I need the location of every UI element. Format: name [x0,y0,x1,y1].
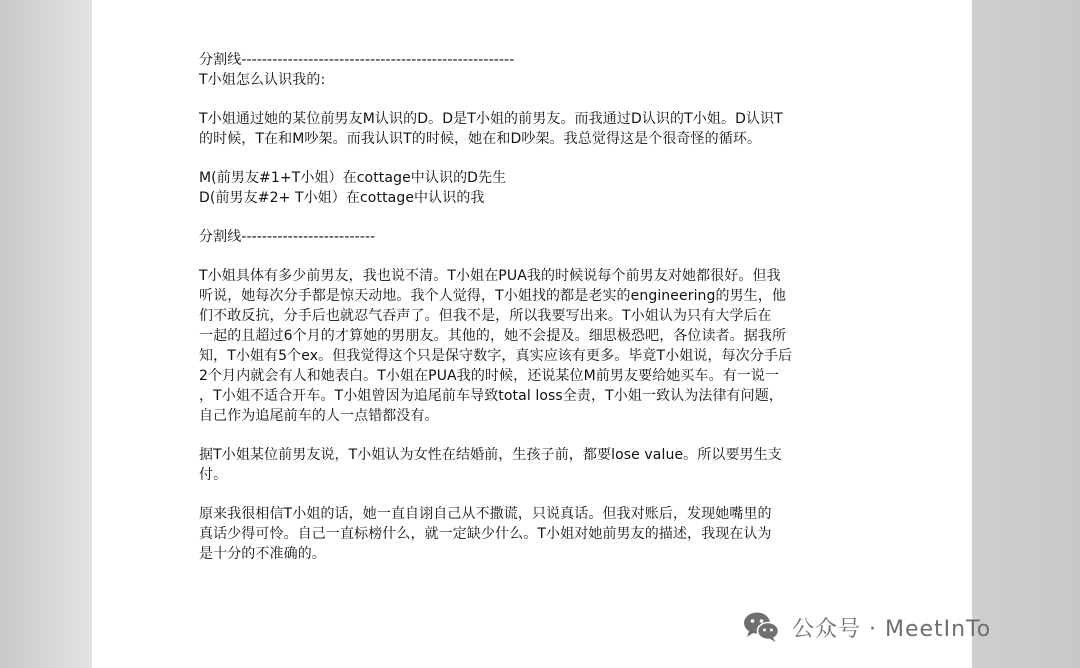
paragraph-line: 的时候，T在和M吵架。而我认识T的时候，她在和D吵架。我总觉得这是个很奇怪的循环。 [199,131,762,147]
background-right-edge [972,0,1080,668]
paragraph-line: M(前男友#1+T小姐）在cottage中认识的D先生 [199,170,507,186]
watermark-text: 公众号 · MeetInTo [792,616,992,642]
paragraph-line: 听说，她每次分手都是惊天动地。我个人觉得，T小姐找的都是老实的engineering的男生，他 [199,288,787,304]
paragraph-1 [199,109,867,149]
paragraph-line: ，T小姐不适合开车。T小姐曾因为追尾前车导致total loss全责，T小姐一致认为法律有问题， [199,388,783,404]
background-left-edge [0,0,92,668]
paragraph-2 [199,168,867,208]
paragraph-3 [199,266,867,426]
paragraph-line: 真话少得可怜。自己一直标榜什么，就一定缺少什么。T小姐对她前男友的描述，我现在认为 [199,526,772,542]
section-divider-2: 分割线-------------------------- [199,229,376,245]
wechat-icon [742,610,780,644]
paragraph-line: T小姐具体有多少前男友，我也说不清。T小姐在PUA我的时候说每个前男友对她都很好。但我 [199,268,781,284]
paragraph-line: 2个月内就会有人和她表白。T小姐在PUA我的时候，还说某位M前男友要给她买车。有一说一 [199,368,780,384]
paragraph-line: 是十分的不准确的。 [199,546,326,562]
section-heading: T小姐怎么认识我的: [199,72,326,88]
paragraph-line: 知，T小姐有5个ex。但我觉得这个只是保守数字，真实应该有更多。毕竟T小姐说，每次分手后 [199,348,793,364]
paragraph-5 [199,504,867,564]
paragraph-line: 付。 [199,467,228,483]
paragraph-4 [199,445,867,485]
paragraph-line: 据T小姐某位前男友说，T小姐认为女性在结婚前，生孩子前，都要lose value。所以要男生支 [199,447,782,463]
paragraph-line: T小姐通过她的某位前男友M认识的D。D是T小姐的前男友。而我通过D认识的T小姐。D认识T [199,111,783,127]
paragraph-line: 们不敢反抗，分手后也就忍气吞声了。但我不是，所以我要写出来。T小姐认为只有大学后在 [199,308,772,324]
watermark [742,607,991,647]
paragraph-line: 自己作为追尾前车的人一点错都没有。 [199,408,439,424]
document-page [92,0,972,668]
paragraph-line: 一起的且超过6个月的才算她的男朋友。其他的，她不会提及。细思极恐吧，各位读者。据我所 [199,328,787,344]
paragraph-line: 原来我很相信T小姐的话，她一直自诩自己从不撒谎，只说真话。但我对账后，发现她嘴里的 [199,506,772,522]
section-divider-1: 分割线----------------------------------------------------- [199,52,515,68]
document-body [199,50,867,564]
paragraph-line: D(前男友#2+ T小姐）在cottage中认识的我 [199,190,485,206]
